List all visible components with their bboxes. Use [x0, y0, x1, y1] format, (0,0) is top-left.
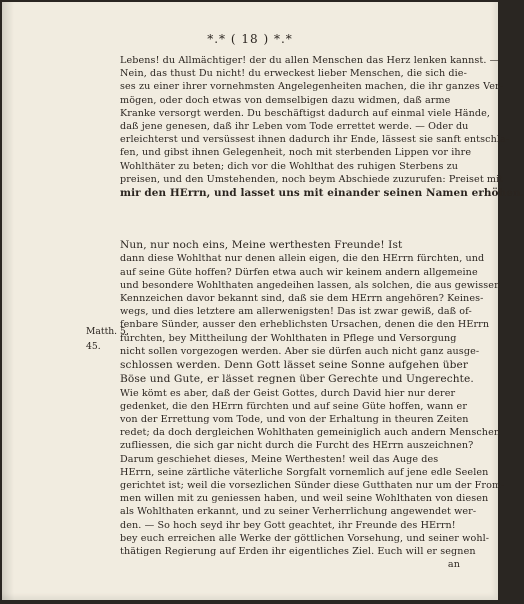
text-line: Lebens! du Allmächtiger! der du allen Menschen das Herz lenken kannst. —: [120, 55, 500, 66]
text-line: Nun, nur noch eins, Meine werthesten Freunde! Ist: [120, 239, 403, 251]
text-line: Böse und Gute, er lässet regnen über Gerechte und Ungerechte.: [120, 373, 474, 386]
margin-reference: 45.: [86, 341, 101, 352]
text-line: Wie kömt es aber, daß der Geist Gottes, durch David hier nur derer: [120, 387, 456, 399]
book-page: [2, 2, 524, 600]
text-line: daß jene genesen, daß ihr Leben vom Tode errettet werde. — Oder du: [120, 120, 469, 132]
text-line: wegs, und dies letztere am allerwenigsten! Das ist zwar gewiß, daß of-: [120, 306, 472, 318]
text-line: preisen, und den Umstehenden, noch beym Abschiede zuzurufen: Preiset mit: [120, 173, 504, 185]
text-line: gedenket, die den HErrn fürchten und auf seine Güte hoffen, wann er: [120, 400, 468, 412]
text-line: Darum geschiehet dieses, Meine Werthesten! weil das Auge des: [120, 453, 439, 465]
text-line: Wohlthäter zu beten; dich vor die Wohlthat des ruhigen Sterbens zu: [120, 160, 459, 172]
text-line: HErrn, seine zärtliche väterliche Sorgfalt vornemlich auf jene edle Seelen: [120, 466, 489, 478]
text-line: den. — So hoch seyd ihr bey Gott geachtet, ihr Freunde des HErrn!: [120, 519, 456, 531]
text-line: erleichterst und versüssest ihnen dadurch ihr Ende, lässest sie sanft entschla-: [120, 134, 510, 146]
text-line: fen, und gibst ihnen Gelegenheit, noch mit sterbenden Lippen vor ihre: [120, 147, 472, 159]
text-line: Kranke versorgt werden. Du beschäftigst dadurch auf einmal viele Hände,: [120, 107, 491, 119]
text-line: mögen, oder doch etwas von demselbigen dazu widmen, daß arme: [120, 94, 451, 106]
text-line: gerichtet ist; weil die vorsezlichen Sünder diese Gutthaten nur um der From-: [120, 479, 505, 491]
emphasized-line: mir den HErrn, und lasset uns mit einander seinen Namen erhöhen.: [120, 186, 524, 199]
text-line: ses zu einer ihrer vornehmsten Angelegenheiten machen, die ihr ganzes Ver-: [120, 81, 504, 93]
text-line: Nein, das thust Du nicht! du erweckest lieber Menschen, die sich die-: [120, 68, 467, 80]
text-line: und besondere Wohlthaten angedeihen lassen, als solchen, die aus gewissen: [120, 279, 501, 291]
page-gutter-shadow: [2, 2, 14, 600]
text-line: fürchten, bey Mittheilung der Wohlthaten in Pflege und Versorgung: [120, 332, 457, 344]
margin-reference: Matth. 5,: [86, 326, 129, 337]
paragraph-2: [120, 238, 505, 571]
text-line: Kennzeichen davor bekannt sind, daß sie dem HErrn angehören? Keines-: [120, 292, 484, 304]
text-line: men willen mit zu geniessen haben, und weil seine Wohlthaten von diesen: [120, 493, 489, 505]
text-line: von der Errettung vom Tode, und von der Erhaltung in theuren Zeiten: [120, 414, 469, 426]
text-line: redet; da doch dergleichen Wohlthaten gemeiniglich auch andern Menschen: [120, 427, 501, 439]
text-line: auf seine Güte hoffen? Dürfen etwa auch wir keinem andern allgemeine: [120, 266, 478, 278]
text-line: thätigen Regierung auf Erden ihr eigentliches Ziel. Euch will er segnen: [120, 545, 476, 557]
text-line: fenbare Sünder, ausser den erheblichsten Ursachen, denen die den HErrn: [120, 319, 490, 331]
paragraph-1: [120, 54, 524, 200]
page-number: *.* ( 18 ) *.*: [207, 32, 293, 46]
text-line: zufliessen, die sich gar nicht durch die Furcht des HErrn auszeichnen?: [120, 440, 474, 452]
text-line: bey euch erreichen alle Werke der göttlichen Vorsehung, und seiner wohl-: [120, 532, 490, 544]
text-line: schlossen werden. Denn Gott lässet seine Sonne aufgehen über: [120, 358, 469, 371]
text-line: nicht sollen vorgezogen werden. Aber sie dürfen auch nicht ganz ausge-: [120, 345, 480, 357]
text-line: als Wohlthaten erkannt, und zu seiner Verherrlichung angewendet wer-: [120, 506, 477, 518]
text-line: dann diese Wohlthat nur denen allein eigen, die den HErrn fürchten, und: [120, 253, 485, 265]
catchword: an: [447, 559, 460, 571]
